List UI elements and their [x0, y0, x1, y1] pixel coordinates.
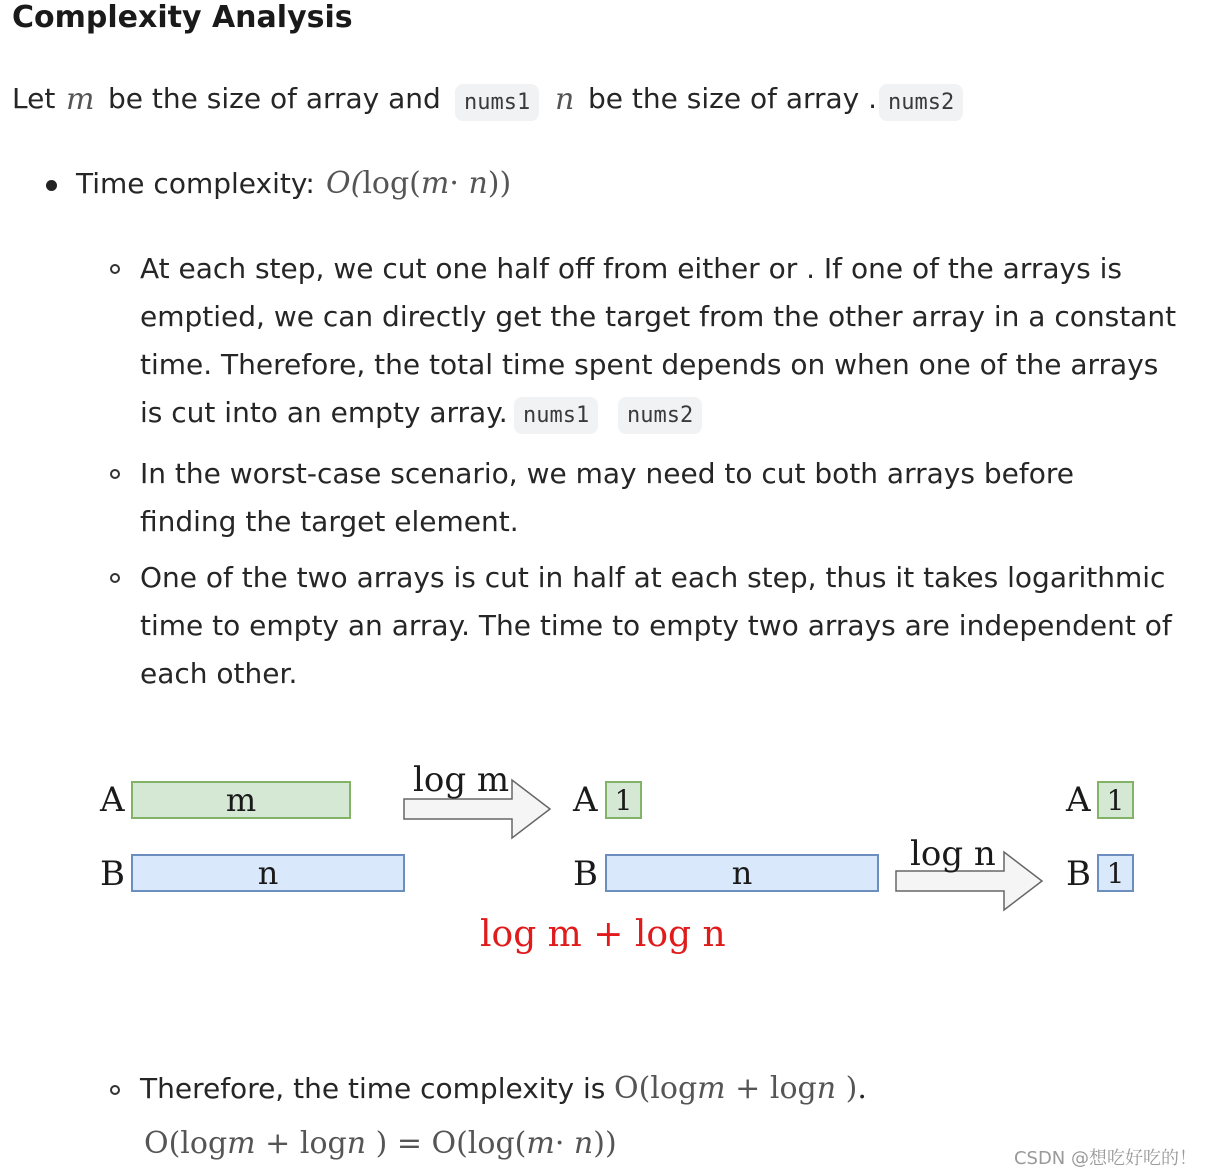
formula-o: O(	[326, 166, 363, 201]
sub1-line-3: time. Therefore, the total time spent depends on when one of the arrays	[140, 348, 1159, 381]
intro-var-m	[66, 82, 94, 117]
formula-log: log(	[362, 166, 421, 201]
box-m-label: m	[225, 781, 257, 819]
diagram-label-a-mid: A	[573, 780, 598, 820]
sub3-line-3: each other.	[140, 657, 298, 690]
diagram-label-b-left: B	[100, 854, 125, 894]
array-b-box-one-right	[1097, 854, 1134, 892]
f1-a: O(log	[614, 1071, 698, 1106]
f2-n: n	[346, 1126, 367, 1161]
code-nums1-sub1: nums1	[514, 397, 598, 434]
f2-a: O(log	[144, 1126, 228, 1161]
diagram-label-a-right: A	[1066, 780, 1091, 820]
sub2-line-1: In the worst-case scenario, we may need to cut both arrays before	[140, 457, 1074, 490]
box-n-label: n	[257, 854, 279, 892]
f1-c: )	[845, 1071, 858, 1106]
f1-period: .	[857, 1071, 867, 1106]
diagram-label-b-right: B	[1066, 854, 1091, 894]
box-one-mid-a: 1	[614, 783, 633, 817]
f2-b: + log	[265, 1126, 347, 1161]
sub3-line-2: time to empty an array. The time to empty two arrays are independent of	[140, 609, 1172, 642]
section-heading: Complexity Analysis	[12, 0, 353, 35]
f1-b: + log	[735, 1071, 817, 1106]
f1-m: m	[697, 1071, 726, 1106]
box-one-right-b: 1	[1106, 856, 1125, 890]
f2-dot: ·	[554, 1126, 565, 1161]
sub4-text: Therefore, the time complexity is	[140, 1072, 606, 1105]
intro-text-2: be the size of array and	[108, 82, 441, 115]
bullet-circle-4	[110, 1085, 120, 1095]
array-a-box-one-right	[1097, 781, 1134, 819]
array-b-box-n-mid	[605, 854, 879, 892]
bullet-disc	[46, 180, 57, 191]
array-a-box-one-mid	[605, 781, 642, 819]
array-a-box-m	[131, 781, 351, 819]
f2-n2: n	[573, 1126, 594, 1161]
intro-var-n	[555, 82, 574, 117]
bullet-circle-2	[110, 469, 120, 479]
sub4-formula-2	[144, 1126, 617, 1161]
formula-dot: ·	[449, 166, 459, 201]
sub1-line-4: is cut into an empty array.	[140, 396, 508, 429]
formula-n: n	[468, 166, 488, 201]
arrow1-label: log m	[413, 760, 510, 800]
watermark: CSDN @想吃好吃的！	[1013, 1148, 1197, 1169]
diagram-sum-label: log m + log n	[480, 914, 726, 955]
time-complexity-formula	[326, 166, 511, 201]
f2-m2: m	[526, 1126, 555, 1161]
diagram-label-b-mid: B	[573, 854, 598, 894]
intro-text-let: Let	[12, 82, 56, 115]
bullet-circle-1	[110, 264, 120, 274]
f2-m: m	[227, 1126, 256, 1161]
sub3-line-1: One of the two arrays is cut in half at each step, thus it takes logarithmic	[140, 561, 1166, 594]
sub-bullet-2-text	[140, 450, 1074, 546]
sub1-line-1: At each step, we cut one half off from either or . If one of the arrays is	[140, 252, 1122, 285]
box-one-right-a: 1	[1106, 783, 1125, 817]
f2-d: ))	[593, 1126, 617, 1161]
array-b-box-n	[131, 854, 405, 892]
time-complexity-label: Time complexity:	[76, 167, 315, 200]
bullet-circle-3	[110, 573, 120, 583]
code-nums2: nums2	[879, 84, 963, 121]
sub1-line-2: emptied, we can directly get the target from the other array in a constant	[140, 300, 1177, 333]
f2-c: ) = O(log(	[375, 1126, 527, 1161]
f1-n: n	[816, 1071, 837, 1106]
sub2-line-2: finding the target element.	[140, 505, 519, 538]
var-m: m	[66, 82, 95, 117]
arrow2-label: log n	[910, 834, 996, 874]
code-nums2-sub1: nums2	[618, 397, 702, 434]
formula-m: m	[420, 166, 450, 201]
intro-text-3: be the size of array .	[588, 82, 878, 115]
diagram-label-a-left: A	[100, 780, 125, 820]
formula-close: ))	[487, 166, 512, 201]
sub4-formula-1	[614, 1071, 867, 1106]
code-nums1: nums1	[455, 84, 539, 121]
var-n: n	[555, 82, 575, 117]
box-n-mid-label: n	[731, 854, 753, 892]
sub-bullet-3-text	[140, 554, 1172, 698]
